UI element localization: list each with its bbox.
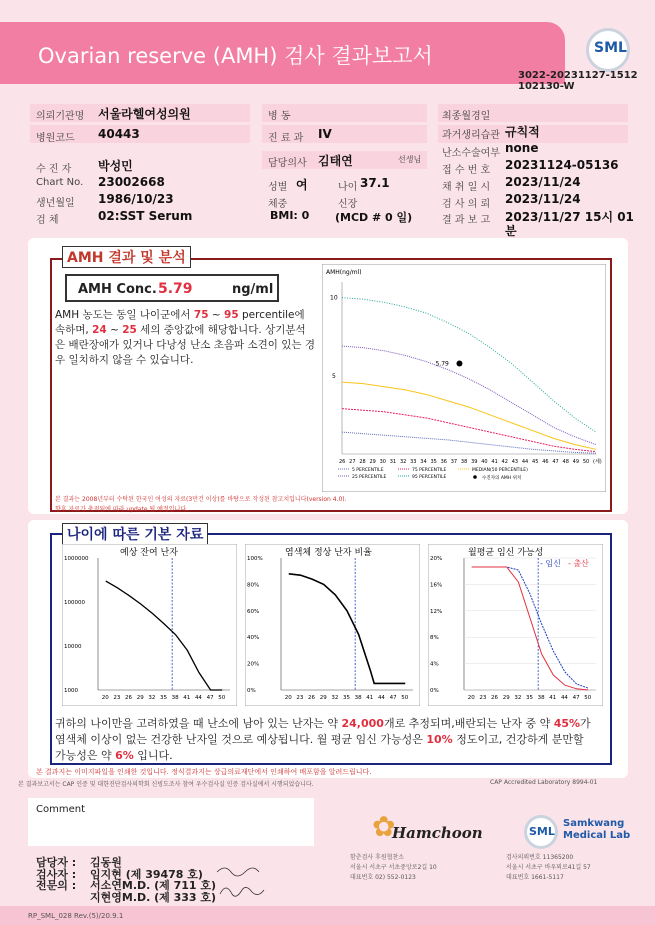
form-id: RP_SML_028 Rev.(5)/20.9.1 xyxy=(28,912,124,920)
age-chart-x-tick: 23 xyxy=(479,695,487,701)
age-chart-x-tick: 50 xyxy=(584,695,592,701)
age-chart-x-tick: 47 xyxy=(389,695,397,701)
age-chart-x-tick: 32 xyxy=(514,695,522,701)
amh-text-2: percentile에 속하며, xyxy=(55,309,305,336)
specimen-label: 검 체 xyxy=(36,215,59,226)
report-suffix: 분 xyxy=(505,224,517,238)
amh-x-tick: 32 xyxy=(399,459,407,465)
height-label: 체중 xyxy=(268,199,288,210)
notice-1: 본 결과지는 이미지파일을 인쇄한 것입니다. 정식결과지는 상급의료재단에서 인쇄하여 배포함을 알려드립니다. xyxy=(36,768,372,776)
age-chart-y-tick: 20% xyxy=(247,661,260,668)
amh-percentile-chart xyxy=(322,264,606,492)
amh-x-tick: 46 xyxy=(542,459,549,465)
dob-label: 생년월일 xyxy=(36,198,75,209)
legend-pregnancy: - 임신 xyxy=(540,559,561,568)
chart-value: 23002668 xyxy=(98,175,165,189)
amh-x-tick: 26 xyxy=(339,459,346,465)
age-chart-x-tick: 41 xyxy=(549,695,557,701)
amh-x-tick: 35 xyxy=(430,459,437,465)
sml-logo xyxy=(586,28,630,72)
signatures-icon xyxy=(212,862,272,902)
age-chart-x-tick: 26 xyxy=(308,695,316,701)
age-chart-y-tick: 16% xyxy=(430,582,443,589)
patient-value: 박성민 xyxy=(98,159,133,173)
hospital-label: 의뢰기관명 xyxy=(36,111,85,122)
amh-legend-label: 25 PERCENTILE xyxy=(352,475,387,480)
age-chart-y-tick: 10000 xyxy=(64,644,82,650)
notice-2: 본 결과보고서는 CAP 인증 및 대한진단검사의학회 신빙도조사 참여 우수검사실 인증 검사실에서 시행되었습니다. xyxy=(18,781,314,788)
amh-pct-low: 75 xyxy=(193,309,209,321)
comment-label: Comment xyxy=(36,804,85,815)
surgery-label: 난소수술여부 xyxy=(442,148,500,159)
age-chart-x-tick: 35 xyxy=(526,695,533,701)
report-label: 결 과 보 고 xyxy=(442,215,491,226)
amh-legend-label: MEDIAN(50 PERCENTILE) xyxy=(472,468,528,473)
report-id-line-1: 3022-20231127-1512 xyxy=(518,70,638,81)
age-chart-y-tick: 1000 xyxy=(64,688,78,694)
age-chart-y-tick: 12% xyxy=(430,608,443,615)
amh-x-tick: 33 xyxy=(410,459,417,465)
staff-name-2: 임지현 (제 39478 호) xyxy=(90,868,203,881)
hospital-code-value: 40443 xyxy=(98,127,140,141)
cycle-label: 과거생리습관 xyxy=(442,130,500,141)
amh-x-tick: 29 xyxy=(369,459,376,465)
age-chart-x-tick: 50 xyxy=(218,695,226,701)
chart-label: Chart No. xyxy=(36,177,84,188)
report-id-line-2: 102130-W xyxy=(518,81,575,92)
lmp-label: 최종월경일 xyxy=(442,111,491,122)
sex-label: 성별 xyxy=(268,182,288,193)
age-chart-y-tick: 0% xyxy=(430,688,439,694)
amh-conc-label: AMH Conc. xyxy=(78,282,157,297)
specimen-value: 02:SST Serum xyxy=(98,209,193,223)
samkwang-name-1: Samkwang xyxy=(563,818,625,829)
amh-x-tick: 42 xyxy=(501,459,508,465)
dob-value: 1986/10/23 xyxy=(98,192,174,206)
amh-x-tick: 44 xyxy=(521,459,529,465)
amh-text-3: 세의 중앙값에 해당합니다. 상기분석은 배란장애가 있거나 다낭성 난소 초음파 소견이 있는 경우 일치하지 않을 수 있습니다. xyxy=(55,324,315,366)
age-chart-x-tick: 32 xyxy=(148,695,156,701)
amh-point-label: 5.79 xyxy=(435,360,449,368)
receipt-value: 20231124-05136 xyxy=(505,158,619,172)
surgery-value: none xyxy=(505,141,539,155)
normal-eggs-chart xyxy=(245,544,420,706)
report-title: Ovarian reserve (AMH) 검사 결과보고서 xyxy=(38,44,433,68)
age-chart-y-tick: 60% xyxy=(247,608,260,615)
amh-x-tick: 40 xyxy=(481,459,488,465)
amh-tilde: ~ xyxy=(106,324,123,336)
amh-x-tick: 34 xyxy=(420,459,427,465)
age-chart-x-tick: 44 xyxy=(194,695,202,701)
amh-y-tick: 5 xyxy=(332,372,336,380)
amh-legend-label: 75 PERCENTILE xyxy=(412,468,447,473)
remaining-eggs-chart xyxy=(62,544,237,706)
bmi-value: BMI: 0 xyxy=(270,209,310,222)
amh-x-tick: 43 xyxy=(511,459,519,465)
amh-legend-swatch xyxy=(473,475,477,479)
amh-x-tick: 30 xyxy=(379,459,387,465)
amh-x-tick: 50 xyxy=(582,459,590,465)
age-chart-y-tick: 80% xyxy=(247,582,260,589)
amh-section-title: AMH 결과 및 분석 xyxy=(62,246,191,268)
age-chart-x-tick: 20 xyxy=(101,695,109,701)
mcd-value: (MCD # 0 일) xyxy=(335,211,413,224)
age-chart-x-tick: 44 xyxy=(560,695,568,701)
hamchoon-line-3: 대표번호 02) 552-0123 xyxy=(350,874,416,881)
age-chart-x-tick: 26 xyxy=(491,695,499,701)
age-chart-x-tick: 35 xyxy=(343,695,350,701)
staff-role-1: 담당자 : xyxy=(36,856,77,869)
age-text-5: 입니다. xyxy=(133,749,173,762)
normal-chart-frame xyxy=(245,544,420,706)
age-chart-x-tick: 38 xyxy=(537,695,545,701)
amh-chart-ylabel: AMH(ng/ml) xyxy=(326,269,362,276)
age-eggs: 24,000 xyxy=(341,717,384,730)
age-preg: 10% xyxy=(426,733,453,746)
amh-x-tick: 41 xyxy=(491,459,498,465)
amh-x-tick: 45 xyxy=(532,459,539,465)
staff-name-4: 지현영M.D. (제 333 호) xyxy=(90,891,217,904)
hamchoon-line-2: 서울시 서초구 서초중앙로2길 10 xyxy=(350,864,437,871)
age-chart-y-tick: 8% xyxy=(430,635,439,642)
collect-value: 2023/11/24 xyxy=(505,175,581,189)
age-chart-x-tick: 29 xyxy=(502,695,510,701)
samkwang-name xyxy=(563,818,630,842)
test-value: 2023/11/24 xyxy=(505,192,581,206)
sml-logo-text: SML xyxy=(594,40,627,56)
amh-y-tick: 10 xyxy=(330,294,338,302)
age-chart-y-tick: 20% xyxy=(430,556,443,562)
doctor-title: 선생님 xyxy=(398,155,422,164)
age-chart-x-tick: 29 xyxy=(136,695,144,701)
staff-name-3: 서소연M.D. (제 711 호) xyxy=(90,879,217,892)
age-value: 37.1 xyxy=(360,176,390,190)
amh-tilde: ~ xyxy=(208,309,225,321)
age-summary-text xyxy=(55,716,595,764)
age-chart-y-tick: 4% xyxy=(430,661,439,668)
age-chart-x-tick: 29 xyxy=(319,695,327,701)
hamchoon-logo-text: Hamchoon xyxy=(392,824,483,842)
amh-legend-label: 5 PERCENTILE xyxy=(352,468,384,473)
amh-legend-label: 수진자의 AMH 위치 xyxy=(482,476,522,481)
age-chart-x-tick: 38 xyxy=(171,695,179,701)
amh-x-tick: 36 xyxy=(440,459,447,465)
amh-footnote-1: 본 결과는 2008년부터 수탁된 한국인 여성의 자료(3만건 이상)를 바탕으로 작성된 참고치입니다(version 4.0). xyxy=(55,496,347,503)
samkwang-logo-icon xyxy=(524,815,558,849)
age-chart-y-tick: 100000 xyxy=(64,600,85,606)
hospital-value: 서울라헬여성의원 xyxy=(98,107,191,121)
age-text-3: 가 염색체 이상이 없는 건강한 난자일 것으로 예상됩니다. 월 평균 임신 가능성은 xyxy=(55,717,591,746)
ward-label: 병 동 xyxy=(268,111,291,122)
age-birth: 6% xyxy=(115,749,134,762)
receipt-label: 접 수 번 호 xyxy=(442,165,491,176)
hamchoon-line-1: 함춘검사 후원협찬소 xyxy=(350,854,405,861)
dept-value: IV xyxy=(318,127,332,141)
amh-pct-high: 95 xyxy=(224,309,239,321)
age-chart-x-tick: 41 xyxy=(183,695,191,701)
amh-age-low: 24 xyxy=(92,324,107,336)
age-chart-x-tick: 26 xyxy=(125,695,133,701)
report-value: 2023/11/27 15시 01 xyxy=(505,210,634,224)
cycle-value: 규칙적 xyxy=(505,125,540,139)
amh-x-tick: 39 xyxy=(471,459,478,465)
sex-value: 여 xyxy=(296,178,308,192)
weight-label: 신장 xyxy=(338,199,358,210)
hospital-code-label: 병원코드 xyxy=(36,133,75,144)
age-chart-y-tick: 0% xyxy=(247,688,256,694)
patient-label: 수 진 자 xyxy=(36,164,72,175)
age-chart-title: 예상 잔여 난자 xyxy=(120,548,178,558)
amh-chart-frame xyxy=(322,264,606,492)
age-text-4: 정도이고, 건강하게 분만할 가능성은 약 xyxy=(55,733,584,762)
samkwang-name-2: Medical Lab xyxy=(563,830,631,841)
amh-x-tick: 47 xyxy=(552,459,559,465)
amh-x-tick: 28 xyxy=(359,459,366,465)
amh-x-tick: 38 xyxy=(460,459,468,465)
test-label: 검 사 의 뢰 xyxy=(442,199,491,210)
amh-x-tick: 48 xyxy=(562,459,569,465)
collect-label: 채 취 일 시 xyxy=(442,182,491,193)
samkwang-logo-letters: SML xyxy=(529,825,555,838)
age-text-2: 개로 추정되며,배란되는 난자 중 약 xyxy=(383,717,554,730)
amh-text-1: AMH 농도는 동일 나이군에서 xyxy=(55,309,194,321)
age-chart-x-tick: 41 xyxy=(366,695,374,701)
age-text-1: 귀하의 나이만을 고려하였을 때 난소에 남아 있는 난자는 약 xyxy=(55,717,342,730)
samkwang-line-2: 서울시 서초구 바우뫼로41길 57 xyxy=(506,864,591,871)
hamchoon-logo: ✿ Hamchoon xyxy=(372,810,483,843)
samkwang-line-3: 대표번호 1661-5117 xyxy=(506,874,564,881)
amh-x-tick: (세) xyxy=(593,459,602,465)
staff-role-2: 검사자 : xyxy=(36,868,77,881)
age-chart-x-tick: 44 xyxy=(377,695,385,701)
age-chart-x-tick: 35 xyxy=(160,695,167,701)
age-label: 나이 xyxy=(338,182,358,193)
amh-legend-label: 95 PERCENTILE xyxy=(412,475,447,480)
age-section-title: 나이에 따른 기본 자료 xyxy=(62,523,208,545)
doctor-value: 김태연 xyxy=(318,154,353,168)
staff-name-1: 김동원 xyxy=(90,856,122,869)
age-chart-x-tick: 47 xyxy=(206,695,214,701)
amh-x-tick: 27 xyxy=(349,459,356,465)
age-chart-y-tick: 1000000 xyxy=(64,556,89,562)
age-chart-x-tick: 32 xyxy=(331,695,339,701)
cap-text: CAP Accredited Laboratory 8994-01 xyxy=(490,779,598,786)
dept-label: 진 료 과 xyxy=(268,133,304,144)
age-chart-x-tick: 23 xyxy=(296,695,304,701)
age-chart-title: 월평균 임신 가능성 xyxy=(468,548,544,558)
age-chart-y-tick: 100% xyxy=(247,556,263,562)
amh-conc-unit: ng/ml xyxy=(232,282,274,297)
amh-conc-value: 5.79 xyxy=(158,281,193,297)
pregnancy-chart xyxy=(428,544,603,706)
age-chart-x-tick: 20 xyxy=(284,695,292,701)
eggs-chart-frame xyxy=(62,544,237,706)
report-id xyxy=(518,70,638,92)
age-chart-x-tick: 20 xyxy=(467,695,475,701)
age-normal: 45% xyxy=(553,717,581,730)
staff-role-3: 전문의 : xyxy=(36,879,77,892)
preg-chart-frame xyxy=(428,544,603,706)
legend-birth: - 출산 xyxy=(568,559,589,568)
amh-footnote-2: 향후 자료가 축적됨에 따라 update 될 예정입니다. xyxy=(55,506,189,513)
amh-x-tick: 49 xyxy=(572,459,580,465)
age-chart-x-tick: 47 xyxy=(572,695,580,701)
age-chart-x-tick: 23 xyxy=(113,695,121,701)
amh-x-tick: 31 xyxy=(389,459,397,465)
age-chart-title: 염색체 정상 난자 비율 xyxy=(285,548,372,558)
amh-age-high: 25 xyxy=(122,324,137,336)
age-chart-x-tick: 38 xyxy=(354,695,362,701)
amh-patient-point xyxy=(456,360,462,366)
amh-analysis-text xyxy=(55,308,315,368)
age-chart-x-tick: 50 xyxy=(401,695,409,701)
samkwang-line-1: 검사의뢰번호 11365200 xyxy=(506,854,574,861)
age-chart-y-tick: 40% xyxy=(247,635,260,642)
doctor-label: 담당의사 xyxy=(268,158,307,169)
amh-x-tick: 37 xyxy=(450,459,458,465)
